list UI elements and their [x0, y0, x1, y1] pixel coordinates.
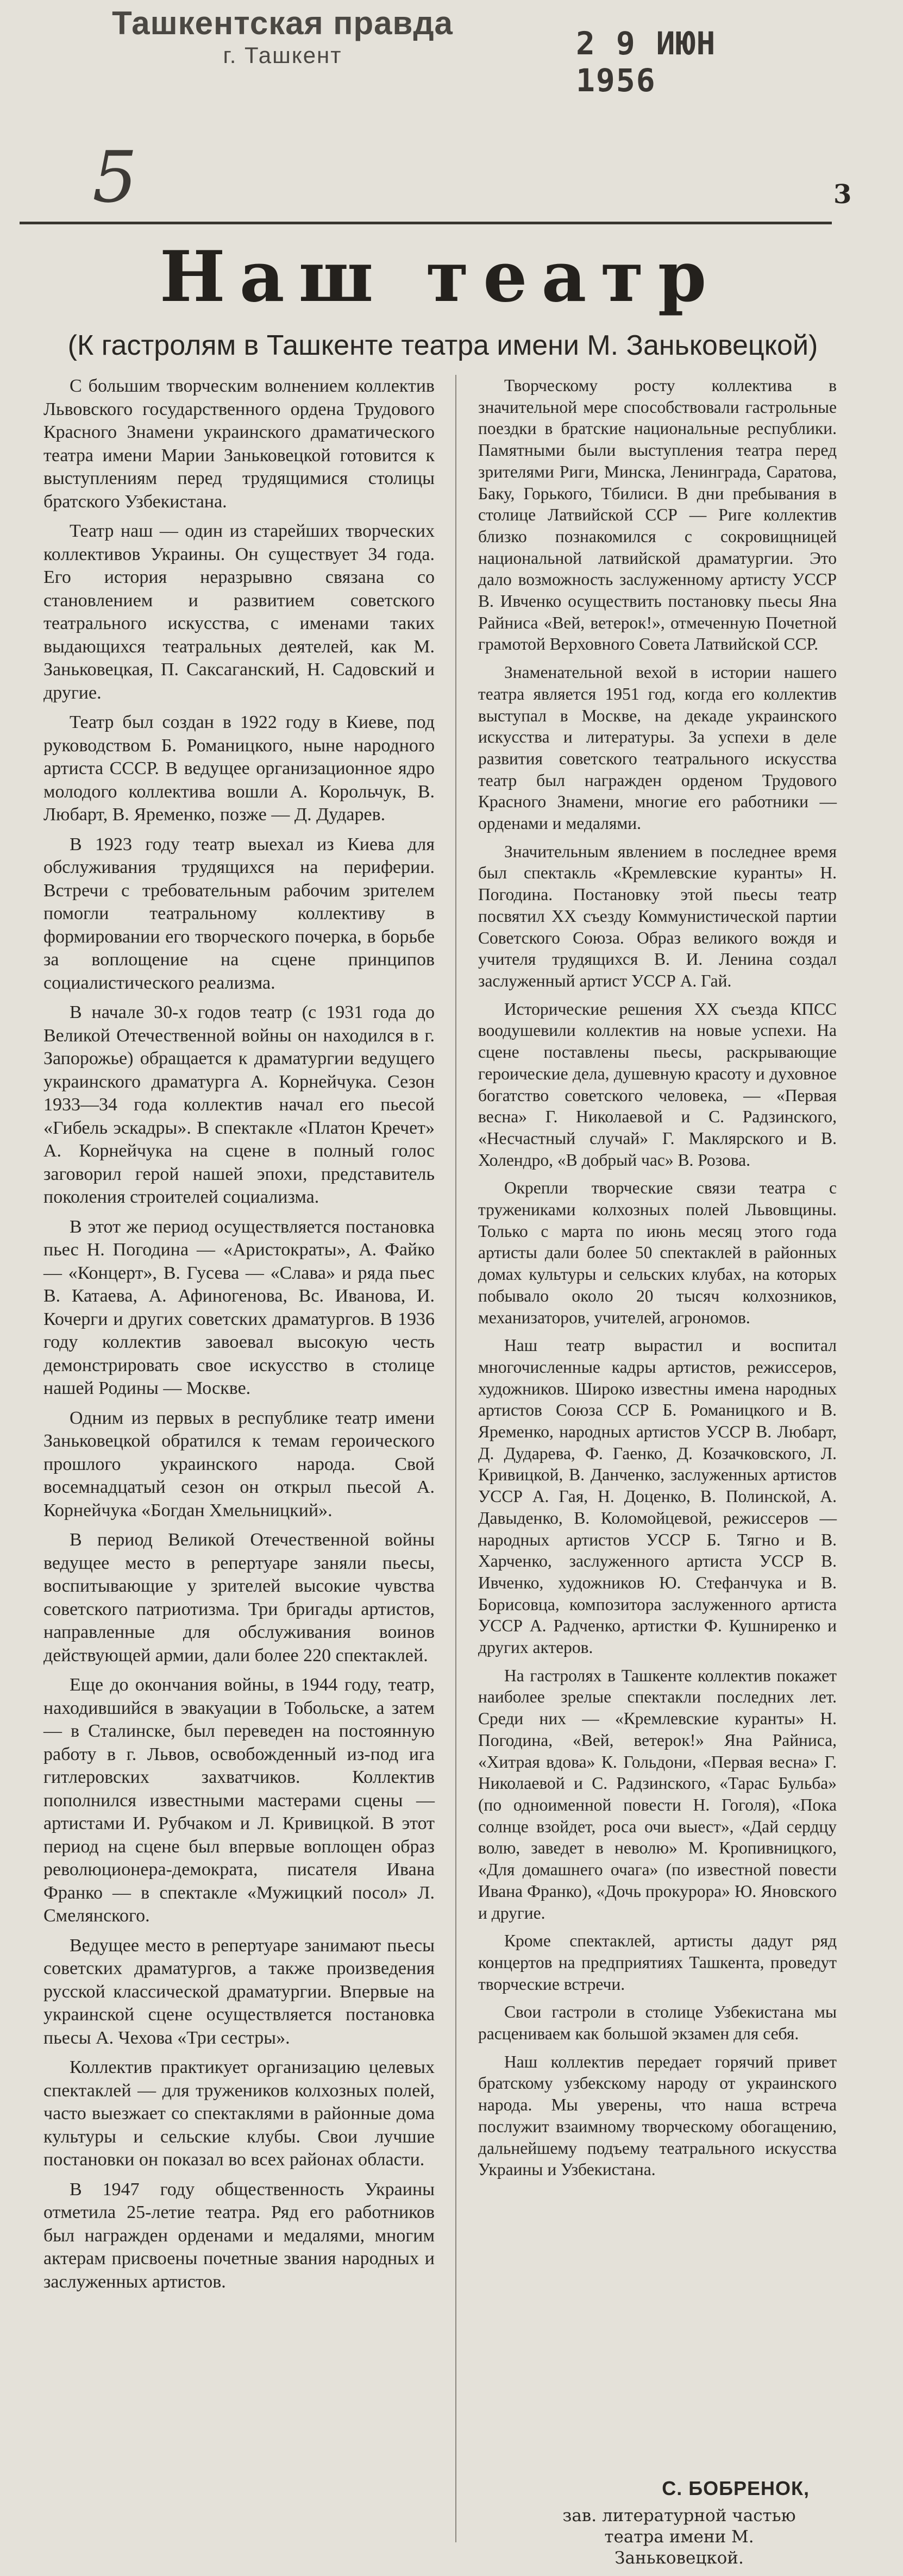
article-subheadline: (К гастролям в Ташкенте театра имени М. Заньковецкой): [67, 330, 818, 361]
paragraph: Творческому росту коллектива в значительной мере способствовали гастрольные поездки в братские национальные республики. Памятными были выступления театра перед зрителями Риги, Минска, Ленинграда, Саратова, Баку, Горького, Тбилиси. В дни пребывания в столице Латвийской ССР — Риге коллектив близко познакомился с сокровищницей национальной латвийской драматургии. Это дало возможность заслуженному артисту УССР В. Ивченко осуществить постановку пьесы Яна Райниса «Вей, ветерок!», отмеченную Почетной грамотой Верховного Совета Латвийской ССР.: [478, 376, 837, 654]
paragraph: Театр был создан в 1922 году в Киеве, под руководством Б. Романицкого, ныне народного артиста СССР. В ведущее организационное ядро молодого коллектива вошли А. Корольчук, В. Любарт, В. Яременко, позже — Д. Дударев.: [43, 712, 435, 825]
paragraph: Ведущее место в репертуаре занимают пьесы советских драматургов, а также произведения русской классической драматургии. Впервые на украинской сцене осуществляется постановка пьесы А. Чехова «Три сестры».: [43, 1935, 435, 2048]
stamp-city: г. Ташкент: [223, 42, 342, 68]
article-headline: Наш театр: [159, 236, 721, 318]
author-name: С. БОБРЕНОК,: [662, 2477, 810, 2499]
article-left-column: [43, 375, 435, 2300]
paragraph: В 1923 году театр выехал из Киева для обслуживания трудящихся на периферии. Встречи с требовательным рабочим зрителем помогли театральному коллективу в формировании его творческого почерка, в борьбе за воплощение на сцене принципов социалистического реализма.: [43, 834, 435, 993]
paragraph: С большим творческим волнением коллектив Львовского государственного ордена Трудового Красного Знамени украинского драматического театра имени Марии Заньковецкой готовится к выступлениям перед трудящимися столицы братского Узбекистана.: [43, 376, 435, 512]
paragraph: В период Великой Отечественной войны ведущее место в репертуаре заняли пьесы, воспитывающие у зрителей высокие чувства советского патриотизма. Три бригады артистов, направленные для обслуживания воинов действующей армии, дали более 220 спектаклей.: [43, 1530, 435, 1666]
paragraph: Одним из первых в республике театр имени Заньковецкой обратился к темам героического прошлого украинского народа. Свой восемнадцатый сезон он открыл пьесой А. Корнейчука «Богдан Хмельницкий».: [43, 1408, 435, 1521]
paragraph: Знаменательной вехой в истории нашего театра является 1951 год, когда его коллектив выступал в Москве, на декаде украинского искусства и литературы. За успехи в деле развития советского театрального искусства театр был награжден орденом Трудового Красного Знамени, многие его работники — орденами и медалями.: [478, 663, 837, 833]
paragraph: В начале 30-х годов театр (с 1931 года до Великой Отечественной войны он находился в г. Запорожье) обращается к драматургии ведущего украинского драматурга А. Корнейчука. Сезон 1933—34 года коллектив начал его пьесой «Гибель эскадры». В спектакле «Платон Кречет» А. Корнейчука на сцене в полный голос заговорил герой нашей эпохи, представитель поколения строителей социализма.: [43, 1002, 435, 1207]
paragraph: Наш коллектив передает горячий привет братскому узбекскому народу от украинского народа. Мы уверены, что наша встреча послужит взаимному творческому обогащению, дальнейшему подъему театрального искусства Украины и Узбекистана.: [478, 2052, 837, 2179]
page-number: 3: [833, 179, 852, 210]
header-rule: [20, 222, 832, 224]
paragraph: Наш театр вырастил и воспитал многочисленные кадры артистов, режиссеров, художников. Широко известны имена народных артистов Союза ССР Б. Романицкого и В. Яременко, народных артистов УССР В. Любарт, Д. Дударева, Ф. Гаенко, Д. Козачковского, Л. Кривицкой, В. Данченко, заслуженных артистов УССР А. Гая, Н. Доценко, В. Полинской, А. Давыденко, В. Коломойцевой, режиссеров — народных артистов УССР Б. Тягно и В. Харченко, заслуженного артиста УССР В. Ивченко, художников Ю. Стефанчука и В. Борисовца, композитора заслуженного артиста УССР А. Радченко, артистки Ф. Кушниренко и других актеров.: [478, 1336, 837, 1657]
stamp-date: 2 9 ИЮН 1956: [576, 25, 717, 99]
paragraph: В 1947 году общественность Украины отметила 25-летие театра. Ряд его работников был награжден орденами и медалями, многим актерам присвоены почетные звания народных и заслуженных артистов.: [43, 2179, 435, 2292]
paragraph: В этот же период осуществляется постановка пьес Н. Погодина — «Аристократы», А. Файко — «Концерт», В. Гусева — «Слава» и ряда пьес В. Катаева, А. Афиногенова, Вс. Иванова, И. Кочерги и других советских драматургов. В 1936 году коллектив завоевал высокую честь демонстрировать свое искусство в столице нашей Родины — Москве.: [43, 1216, 435, 1398]
signature-block: [516, 2455, 820, 2569]
paragraph: Значительным явлением в последнее время был спектакль «Кремлевские куранты» Н. Погодина. Постановку этой пьесы театр посвятил XX съезду Коммунистической партии Советского Союза. Образ великого вождя и учителя трудящихся В. И. Ленина создал заслуженный артист УССР А. Гай.: [478, 841, 837, 990]
column-divider: [455, 375, 456, 2542]
paragraph: Исторические решения XX съезда КПСС воодушевили коллектив на новые успехи. На сцене поставлены пьесы, раскрывающие героические дела, душевную красоту и духовное богатство советского человека, — «Первая весна» Г. Николаевой и С. Радзинского, «Несчастный случай» Г. Маклярского и В. Холендро, «В добрый час» В. Розова.: [478, 999, 837, 1170]
handwritten-mark: 5: [92, 136, 137, 218]
paragraph: На гастролях в Ташкенте коллектив покажет наиболее зрелые спектакли последних лет. Среди них — «Кремлевские куранты» Н. Погодина, «Вей, ветерок!» Яна Райниса, «Хитрая вдова» К. Гольдони, «Первая весна» Г. Николаевой и С. Радзинского, «Тарас Бульба» (по одноименной повести Н. Гоголя), «Пока солнце взойдет, роса очи выест», «Дай сердцу волю, заведет в неволю» М. Кропивницкого, «Для домашнего очага» (по известной повести Ивана Франко), «Дочь прокурора» Ю. Яновского и другие.: [478, 1666, 837, 1922]
newspaper-stamp: [109, 5, 456, 70]
paragraph: Еще до окончания войны, в 1944 году, театр, находившийся в эвакуации в Тобольске, а затем — в Сталинске, был переведен на постоянную работу в г. Львов, освобожденный из-под ига гитлеровских захватчиков. Коллектив пополнился известными мастерами сцены — артистами И. Рубчаком и Л. Кривицкой. В этот период на сцене был впервые воплощен образ революционера-демократа, писателя Ивана Франко — в спектакле «Мужицкий посол» Л. Смелянского.: [43, 1675, 435, 1926]
paragraph: Окрепли творческие связи театра с тружениками колхозных полей Львовщины. Только с марта по июнь месяц этого года артисты дали более 50 спектаклей в районных домах культуры и сельских клубах, на которых побывало около 20 тысяч колхозников, механизаторов, учителей, агрономов.: [478, 1178, 837, 1327]
paragraph: Кроме спектаклей, артисты дадут ряд концертов на предприятиях Ташкента, проведут творческие встречи.: [478, 1931, 837, 1994]
paragraph: Коллектив практикует организацию целевых спектаклей — для тружеников колхозных полей, часто выезжает со спектаклями в районные дома культуры и сельские клубы. Свои лучшие постановки он показал во всех районах области.: [43, 2057, 435, 2170]
paragraph: Театр наш — один из старейших творческих коллективов Украины. Он существует 34 года. Его история неразрывно связана со становлением и развитием советского театрального искусства, с именами таких выдающихся театральных деятелей, как М. Заньковецкая, П. Саксаганский, Н. Садовский и другие.: [43, 521, 435, 703]
article-right-column: [478, 375, 837, 2187]
paragraph: Свои гастроли в столице Узбекистана мы расцениваем как большой экзамен для себя.: [478, 2002, 837, 2044]
author-title: зав. литературной частью театра имени М. Заньковецкой.: [562, 2506, 796, 2568]
stamp-newspaper-name: Ташкентская правда: [112, 5, 453, 41]
